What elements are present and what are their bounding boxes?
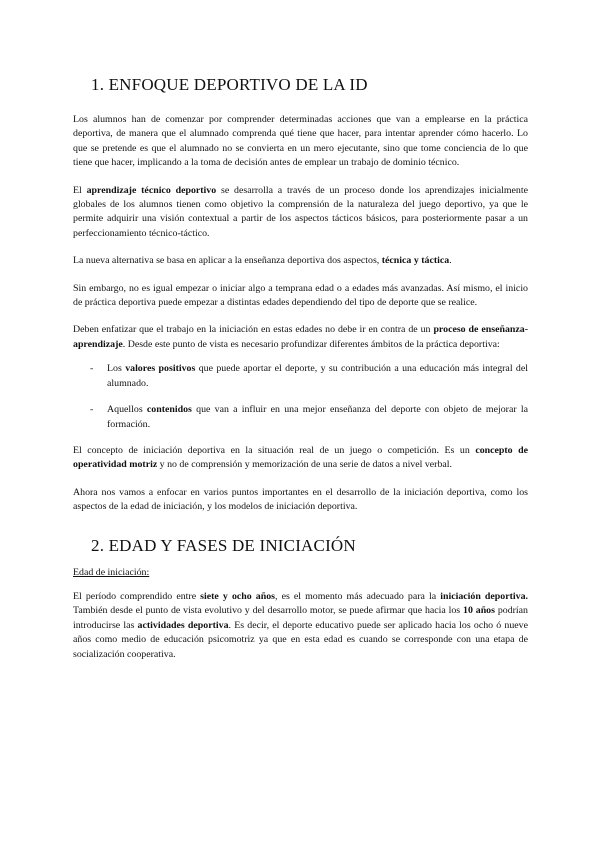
document-body	[73, 74, 528, 675]
section-1-paragraph-3: La nueva alternativa se basa en aplicar a la enseñanza deportiva dos aspectos, técnica y táctica.	[73, 255, 452, 267]
bold-term: proceso de enseñanza-aprendizaje	[73, 324, 528, 350]
bold-term: siete y ocho años	[200, 590, 276, 602]
section-2-subheading: Edad de iniciación:	[73, 566, 150, 578]
bullet-dash: -	[90, 363, 94, 375]
bold-term: contenidos	[146, 404, 192, 416]
practice-areas-list	[73, 362, 528, 432]
section-1-paragraph-7: Ahora nos vamos a enfocar en varios puntos importantes en el desarrollo de la iniciación deportiva, como los aspectos de la edad de iniciación, y los modelos de iniciación deportiva.	[73, 486, 528, 513]
list-item: - Aquellos contenidos que van a influir en una mejor enseñanza del deporte con objeto de mejorar la formación.	[90, 404, 528, 430]
bold-term: aprendizaje técnico deportivo	[86, 184, 217, 196]
section-1-paragraph-5: Deben enfatizar que el trabajo en la iniciación en estas edades no debe ir en contra de un proceso de enseñanza-aprendizaje. Desde este punto de vista es necesario profundizar diferentes ámbitos de la práctica deportiva:	[73, 324, 528, 350]
section-2-paragraph-1: El período comprendido entre siete y ocho años, es el momento más adecuado para la iniciación deportiva. También desde el punto de vista evolutivo y del desarrollo motor, se puede afirmar que hacia los 10 años podrían introducirse las actividades deportiva. Es decir, el deporte educativo puede ser aplicado hacia los ocho ó nueve años como medio de educación psicomotriz ya que en esta edad es cuando se corresponde con una etapa de socialización cooperativa.	[73, 590, 529, 660]
bold-term: valores positivos	[125, 363, 196, 375]
section-1-paragraph-2: El aprendizaje técnico deportivo se desarrolla a través de un proceso donde los aprendizajes inicialmente globales de los alumnos tienen como objetivo la comprensión de la naturaleza del juego deportivo, ya que le permite adquirir una visión contextual a partir de los aspectos tácticos básicos, para posteriormente pasar a un perfeccionamiento técnico-táctico.	[73, 184, 528, 239]
bold-term: técnica y táctica	[381, 255, 450, 267]
section-1-paragraph-1: Los alumnos han de comenzar por comprender determinadas acciones que van a emplearse en la práctica deportiva, de manera que el alumnado comprenda qué tiene que hacer, para intentar aprender cómo hacerlo. Lo que se pretende es que el alumnado no se convierta en un mero ejecutante, sino que tome conciencia de lo que tiene que hacer, implicando a la toma de decisión antes de emplear un trabajo de dominio técnico.	[73, 114, 528, 169]
section-2-heading: 2. EDAD Y FASES DE INICIACIÓN	[91, 535, 356, 555]
bold-term: 10 años	[463, 605, 495, 617]
bullet-dash: -	[90, 404, 94, 416]
list-item: - Los valores positivos que puede aportar el deporte, y su contribución a una educación más integral del alumnado.	[90, 363, 528, 389]
bold-term: iniciación deportiva.	[440, 590, 528, 602]
section-1-heading: 1. ENFOQUE DEPORTIVO DE LA ID	[91, 75, 368, 94]
section-1-paragraph-4: Sin embargo, no es igual empezar o iniciar algo a temprana edad o a edades más avanzadas. Así mismo, el inicio de práctica deportiva puede empezar a distintas edades dependiendo del tipo de deporte que se realice.	[73, 282, 528, 309]
bold-term: concepto de operatividad motriz	[73, 444, 529, 471]
section-1-paragraph-6: El concepto de iniciación deportiva en la situación real de un juego o competición. Es un concepto de operatividad motriz y no de comprensión y memorización de una serie de datos a nivel verbal.	[73, 444, 529, 471]
bold-term: actividades deportiva	[137, 619, 229, 631]
